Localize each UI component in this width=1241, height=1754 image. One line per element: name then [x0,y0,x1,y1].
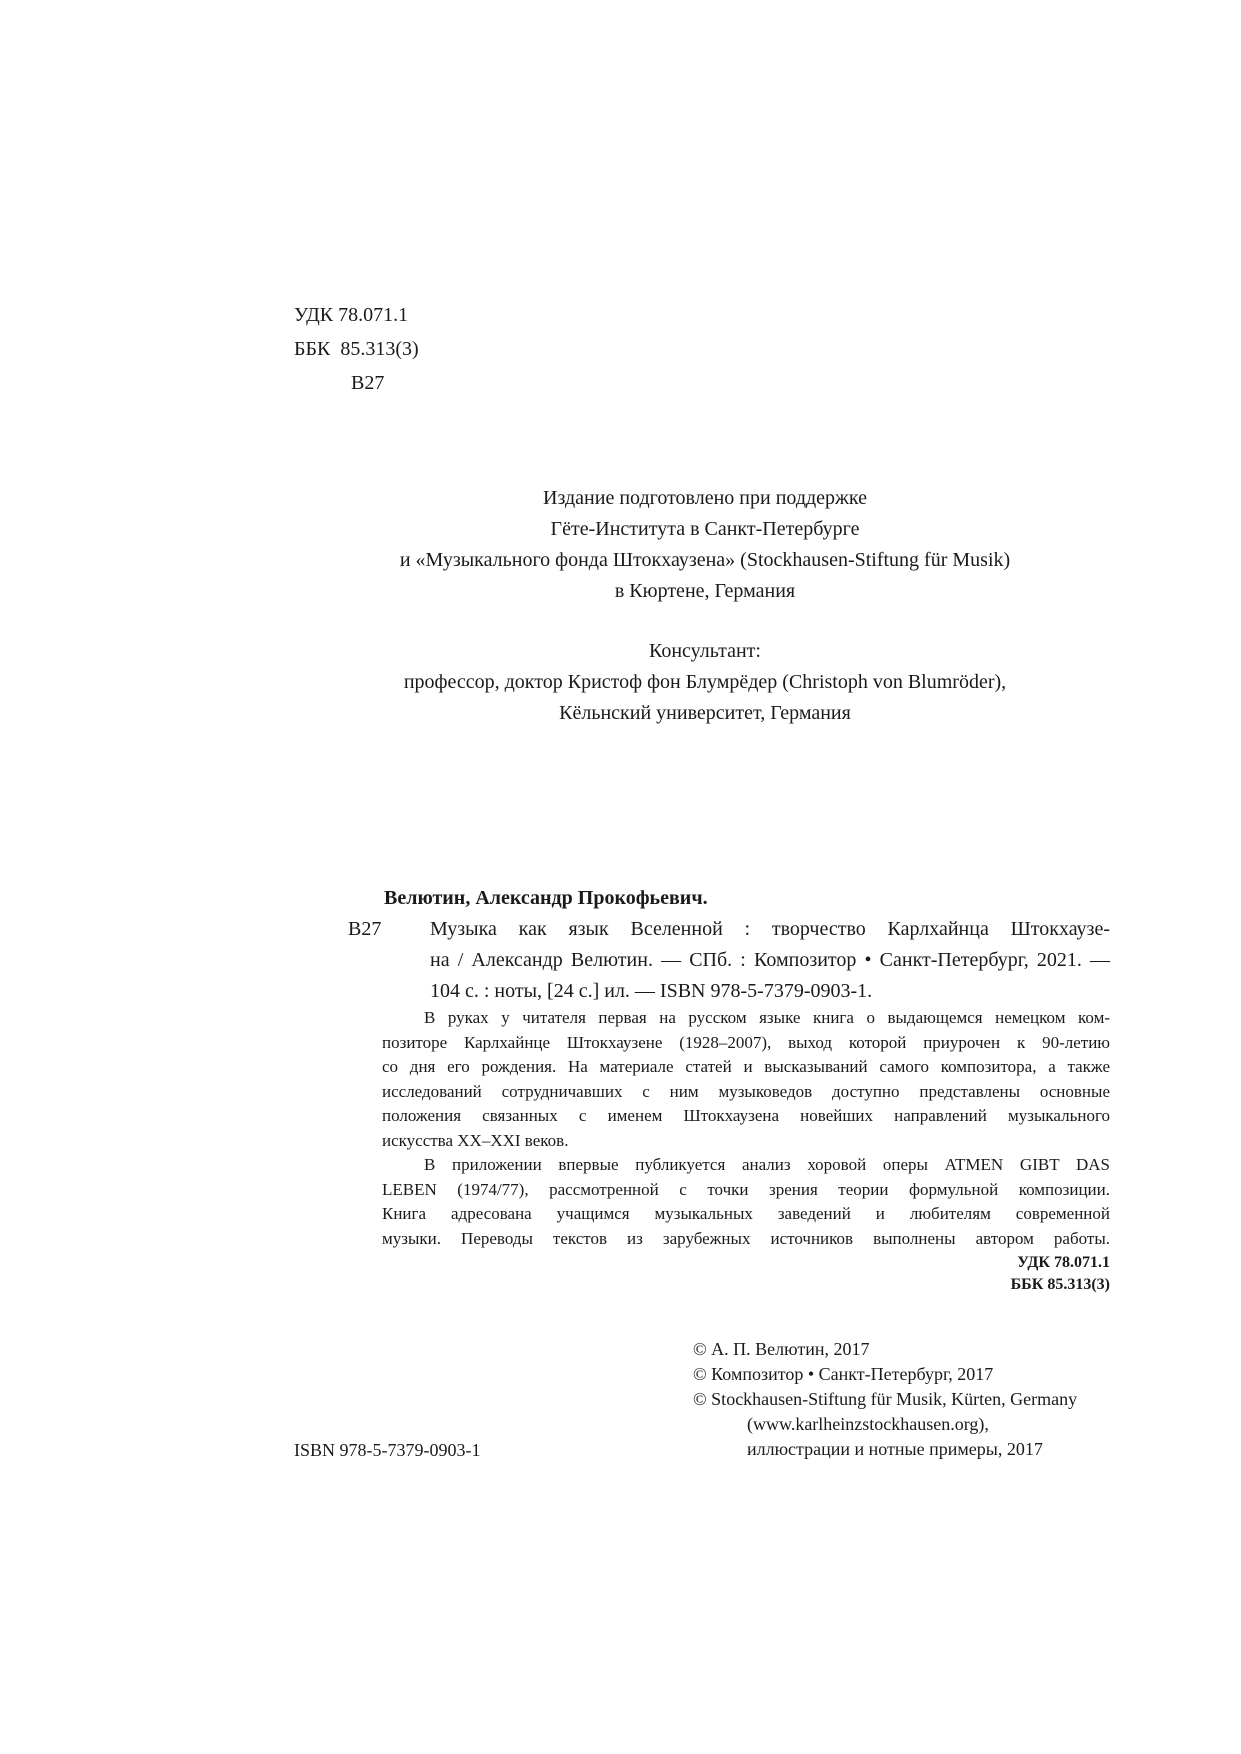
bibliographic-record [348,883,1110,1007]
record-line: Музыка как язык Вселенной : творчество Карлхайнца Штокхаузе- [430,918,1110,940]
annotation-line: положения связанных с именем Штокхаузена новейших направлений музыкального [382,1106,1110,1125]
isbn: ISBN 978-5-7379-0903-1 [294,1440,481,1460]
annotation-codes [1011,1252,1110,1296]
consultant-heading: Консультант: [649,640,761,662]
annotation [382,1006,1110,1251]
annotation-line: музыки. Переводы текстов из зарубежных источников выполнены автором работы. [382,1228,1110,1248]
annotation-line: Книга адресована учащимся музыкальных заведений и любителям современной [382,1204,1110,1223]
copyright-line: иллюстрации и нотные примеры, 2017 [747,1439,1043,1459]
annotation-line: со дня его рождения. На материале статей и высказываний самого композитора, а также [382,1057,1110,1076]
record-line: 104 с. : ноты, [24 с.] ил. — ISBN 978-5-7379-0903-1. [430,980,873,1002]
support-line: и «Музыкального фонда Штокхаузена» (Stockhausen-Stiftung für Musik) [399,549,1011,571]
udk-value: 78.071.1 [338,304,409,326]
support-line: Издание подготовлено при поддержке [543,487,867,509]
copyright-line: © Stockhausen-Stiftung für Musik, Kürten, Germany [693,1389,1078,1409]
classification-block [294,298,419,400]
annotation-line: позиторе Карлхайнце Штокхаузене (1928–2007), выход которой приурочен к 90-летию [382,1032,1110,1052]
annotation-line: исследований сотрудничавших с ним музыковедов доступно представлены основные [382,1081,1110,1101]
consultant-block [300,636,1110,729]
annotation-line: искусства XX–XXI веков. [382,1130,569,1150]
annotation-line: В приложении впервые публикуется анализ хоровой оперы ATMEN GIBT DAS [424,1155,1110,1174]
bbk-row [294,332,419,366]
udk-row [294,298,419,332]
copyright-line: (www.karlheinzstockhausen.org), [747,1414,989,1434]
record-code: В27 [348,918,382,940]
annotation-bbk: ББК 85.313(3) [1010,1276,1110,1293]
annotation-line: LEBEN (1974/77), рассмотренной с точки зрения теории формульной композиции. [382,1179,1110,1199]
record-author: Велютин, Александр Прокофьевич. [384,887,708,909]
support-line: Гёте-Института в Санкт-Петербурге [550,518,860,540]
udk-label: УДК [294,304,334,326]
support-line: в Кюртене, Германия [614,580,796,602]
copyright-line: © А. П. Велютин, 2017 [693,1339,870,1359]
annotation-udk: УДК 78.071.1 [1017,1254,1110,1271]
record-entry [348,914,1110,1007]
consultant-line: Кёльнский университет, Германия [559,702,851,724]
author-mark: В27 [351,372,385,394]
bbk-label: ББК [294,338,331,360]
record-line: на / Александр Велютин. — СПб. : Композитор • Санкт-Петербург, 2021. — [430,949,1110,971]
copyright-block [693,1337,1077,1462]
bbk-value: 85.313(3) [340,338,419,360]
annotation-line: В руках у читателя первая на русском языке книга о выдающемся немецком ком- [424,1008,1110,1027]
consultant-line: профессор, доктор Кристоф фон Блумрёдер (Christoph von Blumröder), [403,671,1007,693]
copyright-line: © Композитор • Санкт-Петербург, 2017 [693,1364,994,1384]
support-statement [300,483,1110,607]
